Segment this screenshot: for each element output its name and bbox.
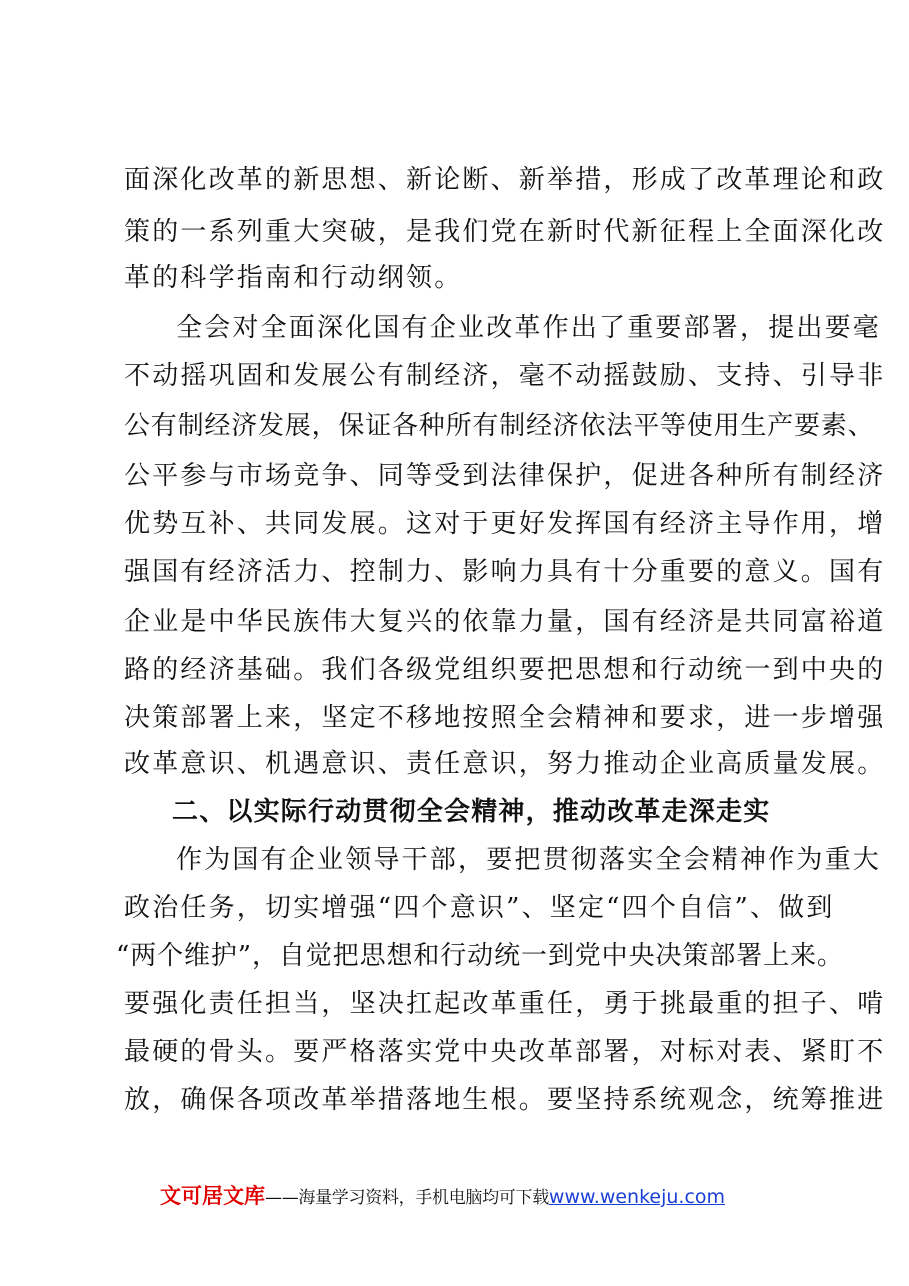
text-line: 决策部署上来，坚定不移地按照全会精神和要求，进一步增强: [124, 703, 886, 733]
text-line: 全会对全面深化国有企业改革作出了重要部署，提出要毫: [176, 313, 882, 343]
text-line: 放，确保各项改革举措落地生根。要坚持系统观念，统筹推进: [124, 1085, 886, 1115]
text-line: 强国有经济活力、控制力、影响力具有十分重要的意义。国有: [124, 557, 886, 587]
text-line: 作为国有企业领导干部，要把贯彻落实全会精神作为重大: [176, 845, 882, 875]
text-line: 公有制经济发展，保证各种所有制经济依法平等使用生产要素、: [124, 411, 875, 441]
footer-tagline: ——海量学习资料，手机电脑均可下载: [265, 1188, 549, 1208]
text-line: 要强化责任担当，坚决扛起改革重任，勇于挑最重的担子、啃: [124, 989, 886, 1019]
text-line: 政治任务，切实增强“四个意识”、坚定“四个自信”、做到: [124, 893, 835, 923]
footer-url-link[interactable]: www.wenkeju.com: [548, 1186, 726, 1208]
text-line: 策的一系列重大突破，是我们党在新时代新征程上全面深化改: [124, 217, 886, 247]
footer-banner: [160, 1180, 800, 1212]
text-line: 面深化改革的新思想、新论断、新举措，形成了改革理论和政: [124, 165, 886, 195]
text-line: 路的经济基础。我们各级党组织要把思想和行动统一到中央的: [124, 655, 886, 685]
text-line: 改革意识、机遇意识、责任意识，努力推动企业高质量发展。: [124, 749, 886, 779]
text-line: 企业是中华民族伟大复兴的依靠力量，国有经济是共同富裕道: [124, 607, 886, 637]
footer-brand: 文可居文库: [160, 1184, 265, 1208]
text-line: 革的科学指南和行动纲领。: [124, 263, 463, 293]
text-line: 优势互补、共同发展。这对于更好发挥国有经济主导作用，增: [124, 509, 886, 539]
section-heading: 二、以实际行动贯彻全会精神，推动改革走深走实: [172, 797, 771, 827]
text-line: “两个维护”，自觉把思想和行动统一到党中央决策部署上来。: [116, 941, 844, 971]
text-line: 不动摇巩固和发展公有制经济，毫不动摇鼓励、支持、引导非: [124, 361, 886, 391]
text-line: 最硬的骨头。要严格落实党中央改革部署，对标对表、紧盯不: [124, 1037, 886, 1067]
text-line: 公平参与市场竞争、同等受到法律保护，促进各种所有制经济: [124, 461, 886, 491]
